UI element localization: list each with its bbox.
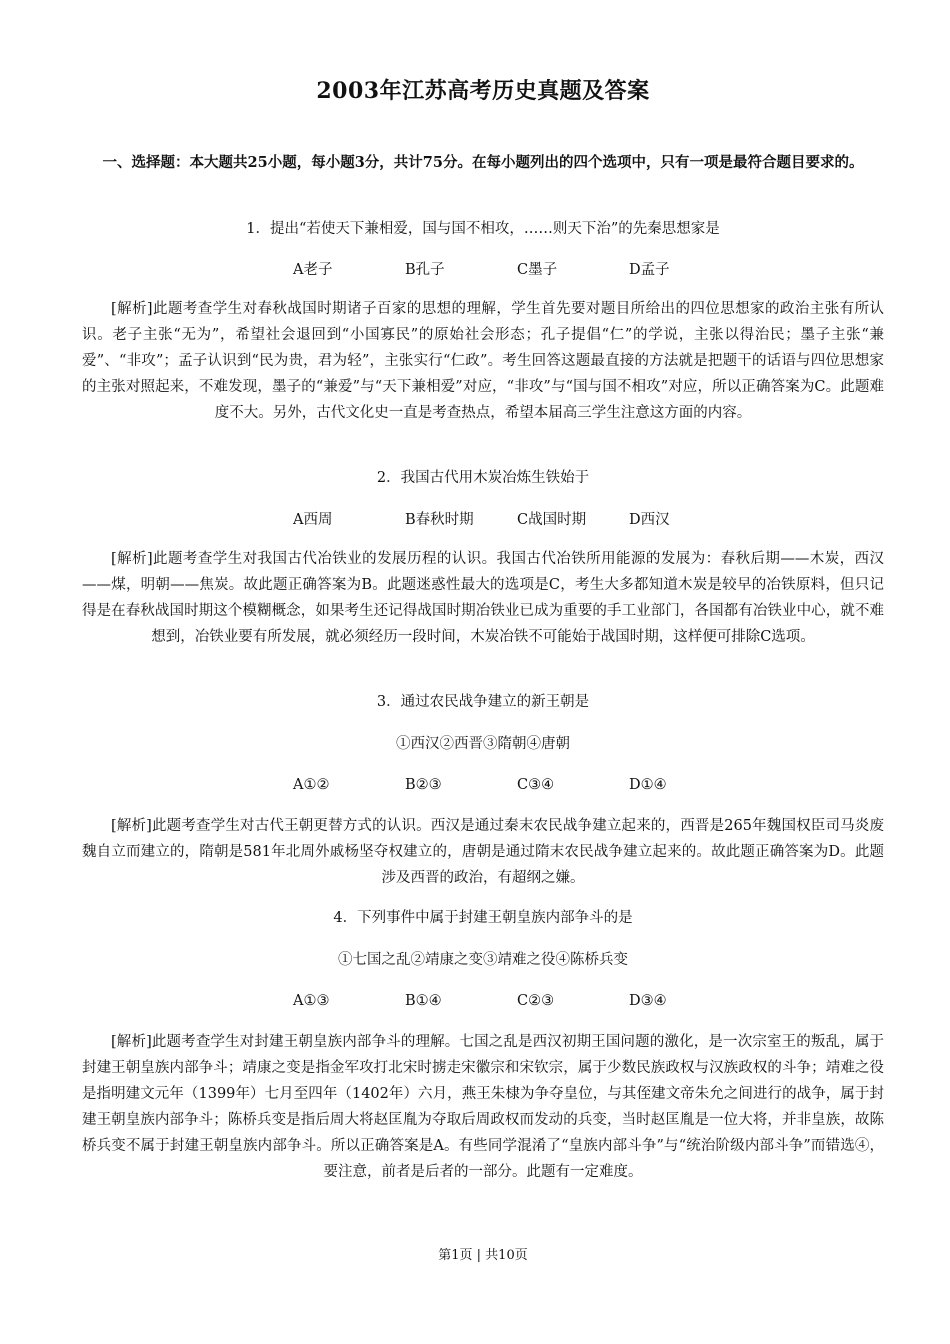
question-1-analysis: [解析]此题考查学生对春秋战国时期诸子百家的思想的理解，学生首先要对题目所给出的四位思想家的政治主张有所认识。老子主张“无为”，希望社会退回到“小国寡民”的原始社会形态；孔子提倡“仁”的学说，主张以得治民；墨子主张“兼爱”、“非攻”；孟子认识到“民为贵，君为轻”，主张实行“仁政”。考生回答这题最直接的方法就是把题干的话语与四位思想家的主张对照起来，不难发现，墨子的“兼爱”与“天下兼相爱”对应，“非攻”与“国与国不相攻”对应，所以正确答案为C。此题难度不大。另外，古代文化史一直是考查热点，希望本届高三学生注意这方面的内容。 [82,301,884,421]
choice-d: D③④ [629,993,667,1009]
question-3-choices [82,773,884,797]
question-4-items: ①七国之乱②靖康之变③靖难之役④陈桥兵变 [338,952,628,968]
choice-b: B①④ [405,993,442,1009]
choice-a: A西周 [293,512,333,528]
choice-a: A老子 [293,262,333,278]
choice-d: D孟子 [629,262,670,278]
section-heading: 一、选择题：本大题共25小题，每小题3分，共计75分。在每小题列出的四个选项中，只有一项是最符合题目要求的。 [102,154,864,171]
choice-c: C战国时期 [517,512,587,528]
question-4-stem: 4．下列事件中属于封建王朝皇族内部争斗的是 [333,910,633,926]
question-4-analysis: [解析]此题考查学生对封建王朝皇族内部争斗的理解。七国之乱是西汉初期王国问题的激化，是一次宗室王的叛乱，属于封建王朝皇族内部争斗；靖康之变是指金军攻打北宋时掳走宋徽宗和宋钦宗，属于少数民族政权与汉族政权的斗争；靖难之役是指明建文元年（1399年）七月至四年（1402年）六月，燕王朱棣为争夺皇位，与其侄建文帝朱允之间进行的战争，属于封建王朝皇族内部争斗；陈桥兵变是指后周大将赵匡胤为夺取后周政权而发动的兵变，当时赵匡胤是一位大将，并非皇族，故陈桥兵变不属于封建王朝皇族内部争斗。所以正确答案是A。有些同学混淆了“皇族内部斗争”与“统治阶级内部斗争”而错选④，要注意，前者是后者的一部分。此题有一定难度。 [82,1034,884,1180]
choice-d: D西汉 [629,512,670,528]
question-4-choices [82,989,884,1013]
question-3-stem: 3．通过农民战争建立的新王朝是 [376,694,590,710]
page-footer: 第1页 | 共10页 [438,1248,528,1263]
choice-a: A①② [293,777,330,793]
choice-d: D①④ [629,777,667,793]
question-3-analysis: [解析]此题考查学生对古代王朝更替方式的认识。西汉是通过秦末农民战争建立起来的，西晋是265年魏国权臣司马炎废魏自立而建立的，隋朝是581年北周外戚杨坚夺权建立的，唐朝是通过隋末农民战争建立起来的。故此题正确答案为D。此题涉及西晋的政治，有超纲之嫌。 [82,818,884,886]
choice-a: A①③ [293,993,330,1009]
question-3-items: ①西汉②西晋③隋朝④唐朝 [396,736,570,752]
choice-b: B②③ [405,777,442,793]
question-1-stem: 1．提出“若使天下兼相爱，国与国不相攻，……则天下治”的先秦思想家是 [246,221,720,237]
choice-c: C③④ [517,777,555,793]
question-2-stem: 2．我国古代用木炭冶炼生铁始于 [376,470,590,486]
document-title: 2003年江苏高考历史真题及答案 [316,78,650,104]
question-1-choices [82,258,884,282]
choice-b: B春秋时期 [405,512,474,528]
choice-b: B孔子 [405,262,445,278]
choice-c: C②③ [517,993,555,1009]
question-2-analysis: [解析]此题考查学生对我国古代冶铁业的发展历程的认识。我国古代冶铁所用能源的发展为：春秋后期——木炭，西汉——煤，明朝——焦炭。故此题正确答案为B。此题迷惑性最大的选项是C，考生大多都知道木炭是较早的冶铁原料，但只记得是在春秋战国时期这个模糊概念，如果考生还记得战国时期冶铁业已成为重要的手工业部门，各国都有冶铁业中心，就不难想到，冶铁业要有所发展，就必须经历一段时间，木炭冶铁不可能始于战国时期，这样便可排除C选项。 [82,551,884,645]
choice-c: C墨子 [517,262,558,278]
question-2-choices [82,508,884,532]
